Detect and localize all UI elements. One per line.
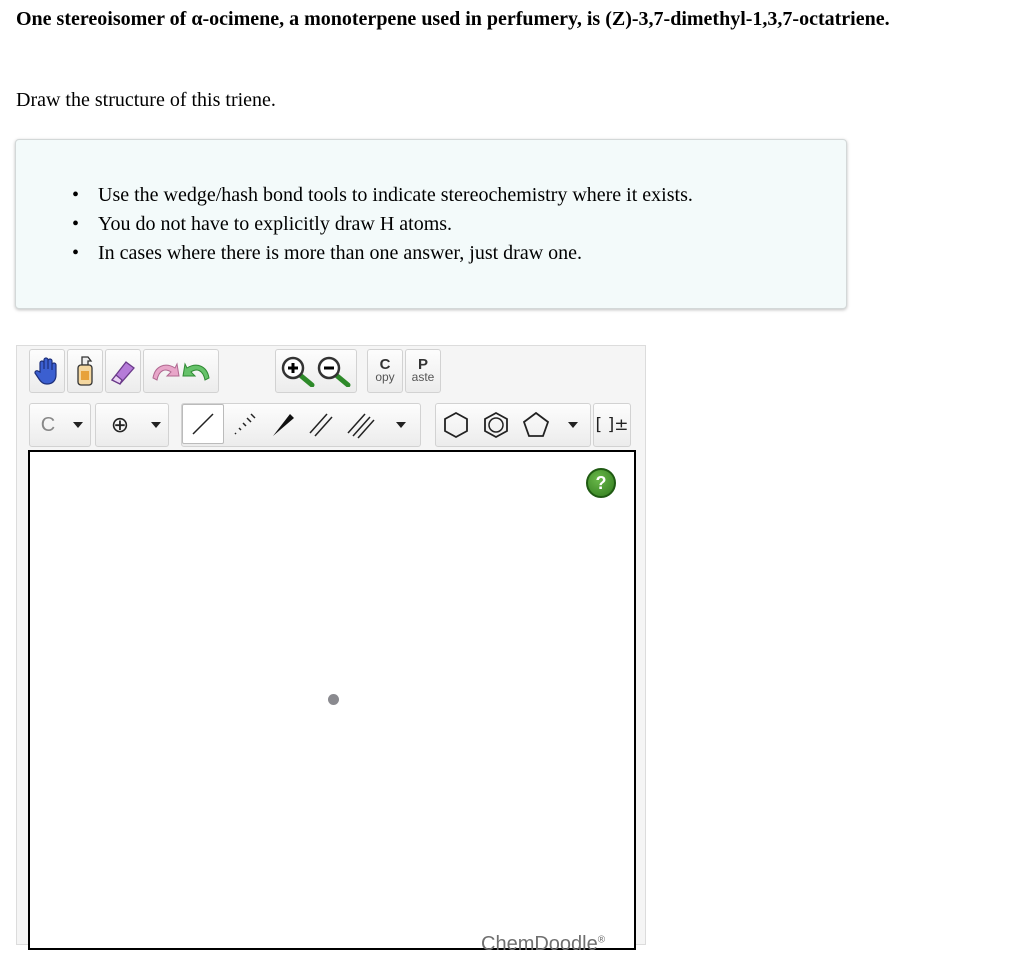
atom-label-group xyxy=(29,403,91,447)
toolbar-top xyxy=(29,349,469,393)
hint-item: • You do not have to explicitly draw H atoms. xyxy=(72,210,693,239)
toolbar-bottom xyxy=(29,403,635,447)
copy-button[interactable] xyxy=(367,349,403,393)
ring-tools-group xyxy=(435,403,591,447)
paste-label-big: P xyxy=(417,356,428,373)
benzene-button[interactable] xyxy=(476,404,516,446)
question-text: One stereoisomer of α-ocimene, a monoterpene used in perfumery, is (Z)-3,7-dimethyl-1,3,7-octatriene. xyxy=(16,8,890,30)
chevron-down-icon xyxy=(395,421,407,429)
chemdoodle-editor xyxy=(16,345,646,955)
charge-button[interactable]: ⊕ xyxy=(110,412,130,438)
charge-dropdown-button[interactable] xyxy=(144,404,168,446)
hash-bond-icon xyxy=(230,411,258,439)
pan-hand-button[interactable] xyxy=(29,349,65,393)
hint-item: • In cases where there is more than one answer, just draw one. xyxy=(72,239,693,268)
triple-bond-button[interactable] xyxy=(340,404,382,446)
chemdoodle-brand xyxy=(481,933,605,956)
clear-button[interactable] xyxy=(67,349,103,393)
canvas-cursor-dot xyxy=(328,694,339,705)
wedge-bond-icon xyxy=(269,411,297,439)
triple-bond-icon xyxy=(346,411,376,439)
hexagon-icon xyxy=(442,410,470,440)
bond-dropdown-button[interactable] xyxy=(382,404,420,446)
ring-dropdown-button[interactable] xyxy=(556,404,590,446)
cyclohexane-button[interactable] xyxy=(436,404,476,446)
hash-bond-button[interactable] xyxy=(224,404,264,446)
charge-group xyxy=(95,403,169,447)
instruction-text: Draw the structure of this triene. xyxy=(16,89,276,111)
bracket-charge-button[interactable]: [ ]± xyxy=(593,403,631,447)
atom-label-button[interactable]: C xyxy=(40,413,56,436)
double-bond-icon xyxy=(307,411,335,439)
chevron-down-icon xyxy=(567,421,579,429)
undo-icon[interactable] xyxy=(147,356,181,386)
brand-text: ChemDoodle xyxy=(481,933,598,955)
hint-item: • Use the wedge/hash bond tools to indicate stereochemistry where it exists. xyxy=(72,181,693,210)
zoom-in-icon[interactable] xyxy=(280,355,316,387)
eraser-icon xyxy=(108,356,138,386)
benzene-icon xyxy=(482,410,510,440)
paste-button[interactable] xyxy=(405,349,441,393)
double-bond-button[interactable] xyxy=(302,404,340,446)
undo-redo-group xyxy=(143,349,219,393)
cyclopentane-button[interactable] xyxy=(516,404,556,446)
redo-icon[interactable] xyxy=(181,356,215,386)
wedge-bond-button[interactable] xyxy=(264,404,302,446)
copy-label-big: C xyxy=(379,356,391,373)
atom-dropdown-button[interactable] xyxy=(66,404,90,446)
pentagon-icon xyxy=(521,410,551,440)
bond-tools-group xyxy=(181,403,421,447)
hand-icon xyxy=(33,356,61,386)
chevron-down-icon xyxy=(72,421,84,429)
spray-bottle-icon xyxy=(73,355,97,387)
drawing-canvas[interactable] xyxy=(28,450,636,955)
paste-label-small: aste xyxy=(411,370,435,384)
hints-list xyxy=(72,181,693,268)
copy-label-small: opy xyxy=(375,370,395,384)
hints-panel xyxy=(15,139,847,309)
single-bond-button[interactable] xyxy=(182,404,224,444)
zoom-out-icon[interactable] xyxy=(316,355,352,387)
registered-mark: ® xyxy=(597,934,606,946)
help-button[interactable]: ? xyxy=(586,468,616,498)
chevron-down-icon xyxy=(150,421,162,429)
zoom-group xyxy=(275,349,357,393)
single-bond-icon xyxy=(189,410,217,438)
eraser-button[interactable] xyxy=(105,349,141,393)
